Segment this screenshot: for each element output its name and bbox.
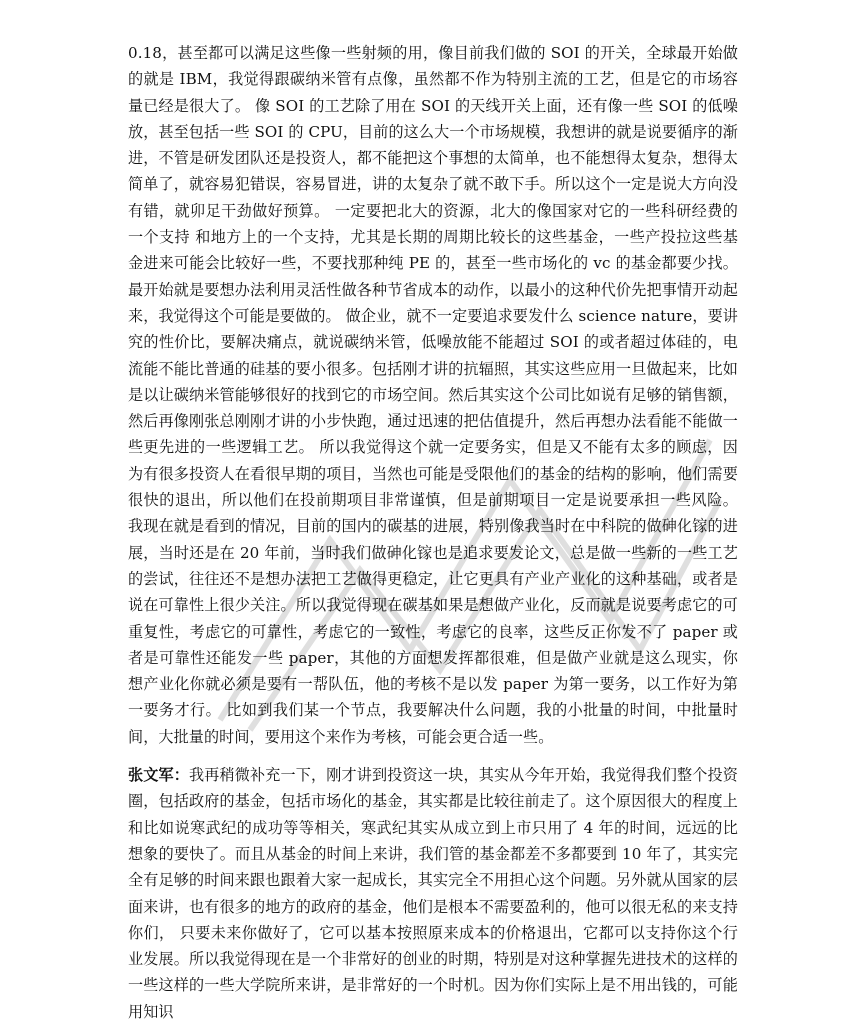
- document-body: [128, 40, 738, 1025]
- paragraph-second-text: 我再稍微补充一下，刚才讲到投资这一块，其实从今年开始，我觉得我们整个投资圈，包括政府的基金，包括市场化的基金，其实都是比较往前走了。这个原因很大的程度上和比如说寒武纪的成功等等相关，寒武纪其实从成立到上市只用了 4 年的时间，远远的比想象的要快了。而且从基金的时间上来讲，我们管的基金都差不多都要到 10 年了，其实完全有足够的时间来跟也跟着大家一起成长，其实完全不用担心这个问题。另外就从国家的层面来讲，也有很多的地方的政府的基金，他们是根本不需要盈利的，他可以很无私的来支持你们， 只要未来你做好了，它可以基本按照原来成本的价格退出，它都可以支持你这个行业发展。所以我觉得现在是一个非常好的创业的时期，特别是对这种掌握先进技术的这样的一些这样的一些大学院所来讲，是非常好的一个时机。因为你们实际上是不用出钱的，可能用知识: [128, 766, 738, 1021]
- speaker-name: 张文军：: [128, 766, 190, 785]
- paragraph-first: 0.18，甚至都可以满足这些像一些射频的用，像目前我们做的 SOI 的开关，全球最开始做的就是 IBM，我觉得跟碳纳米管有点像，虽然都不作为特别主流的工艺，但是它的市场容量已经是很大了。 像 SOI 的工艺除了用在 SOI 的天线开关上面，还有像一些 SOI 的低噪放，甚至包括一些 SOI 的 CPU，目前的这么大一个市场规模，我想讲的就是说要循序的渐进，不管是研发团队还是投资人，都不能把这个事想的太简单，也不能想得太复杂，想得太简单了，就容易犯错误，容易冒进，讲的太复杂了就不敢下手。所以这个一定是说大方向没有错，就卯足干劲做好预算。 一定要把北大的资源，北大的像国家对它的一些科研经费的一个支持 和地方上的一个支持，尤其是长期的周期比较长的这些基金，一些产投拉这些基金进来可能会比较好一些，不要找那种纯 PE 的，甚至一些市场化的 vc 的基金都要少找。最开始就是要想办法利用灵活性做各种节省成本的动作，以最小的这种代价先把事情开动起来，我觉得这个可能是要做的。 做企业，就不一定要追求要发什么 science nature，要讲究的性价比，要解决痛点，就说碳纳米管，低噪放能不能超过 SOI 的或者超过体硅的，电流能不能比普通的硅基的要小很多。包括刚才讲的抗辐照，其实这些应用一旦做起来，比如是以让碳纳米管能够很好的找到它的市场空间。然后其实这个公司比如说有足够的销售额，然后再像刚张总刚刚才讲的小步快跑，通过迅速的把估值提升，然后再想办法看能不能做一些更先进的一些逻辑工艺。 所以我觉得这个就一定要务实，但是又不能有太多的顾虑，因为有很多投资人在看很早期的项目，当然也可能是受限他们的基金的结构的影响，他们需要很快的退出，所以他们在投前期项目非常谨慎，但是前期项目一定是说要承担一些风险。 我现在就是看到的情况，目前的国内的碳基的进展，特别像我当时在中科院的做砷化镓的进展，当时还是在 20 年前，当时我们做砷化镓也是追求要发论文，总是做一些新的一些工艺的尝试，往往还不是想办法把工艺做得更稳定，让它更具有产业产业化的这种基础，或者是说在可靠性上很少关注。所以我觉得现在碳基如果是想做产业化，反而就是说要考虑它的可重复性，考虑它的可靠性，考虑它的一致性，考虑它的良率，这些反正你发不了 paper 或者是可靠性还能发一些 paper，其他的方面想发挥都很难，但是做产业就是这么现实，你想产业化你就必须是要有一帮队伍，他的考核不是以发 paper 为第一要务，以工作好为第一要务才行。 比如到我们某一个节点，我要解决什么问题，我的小批量的时间，中批量时间，大批量的时间，要用这个来作为考核，可能会更合适一些。: [128, 44, 738, 746]
- paragraph-second: [128, 762, 738, 1025]
